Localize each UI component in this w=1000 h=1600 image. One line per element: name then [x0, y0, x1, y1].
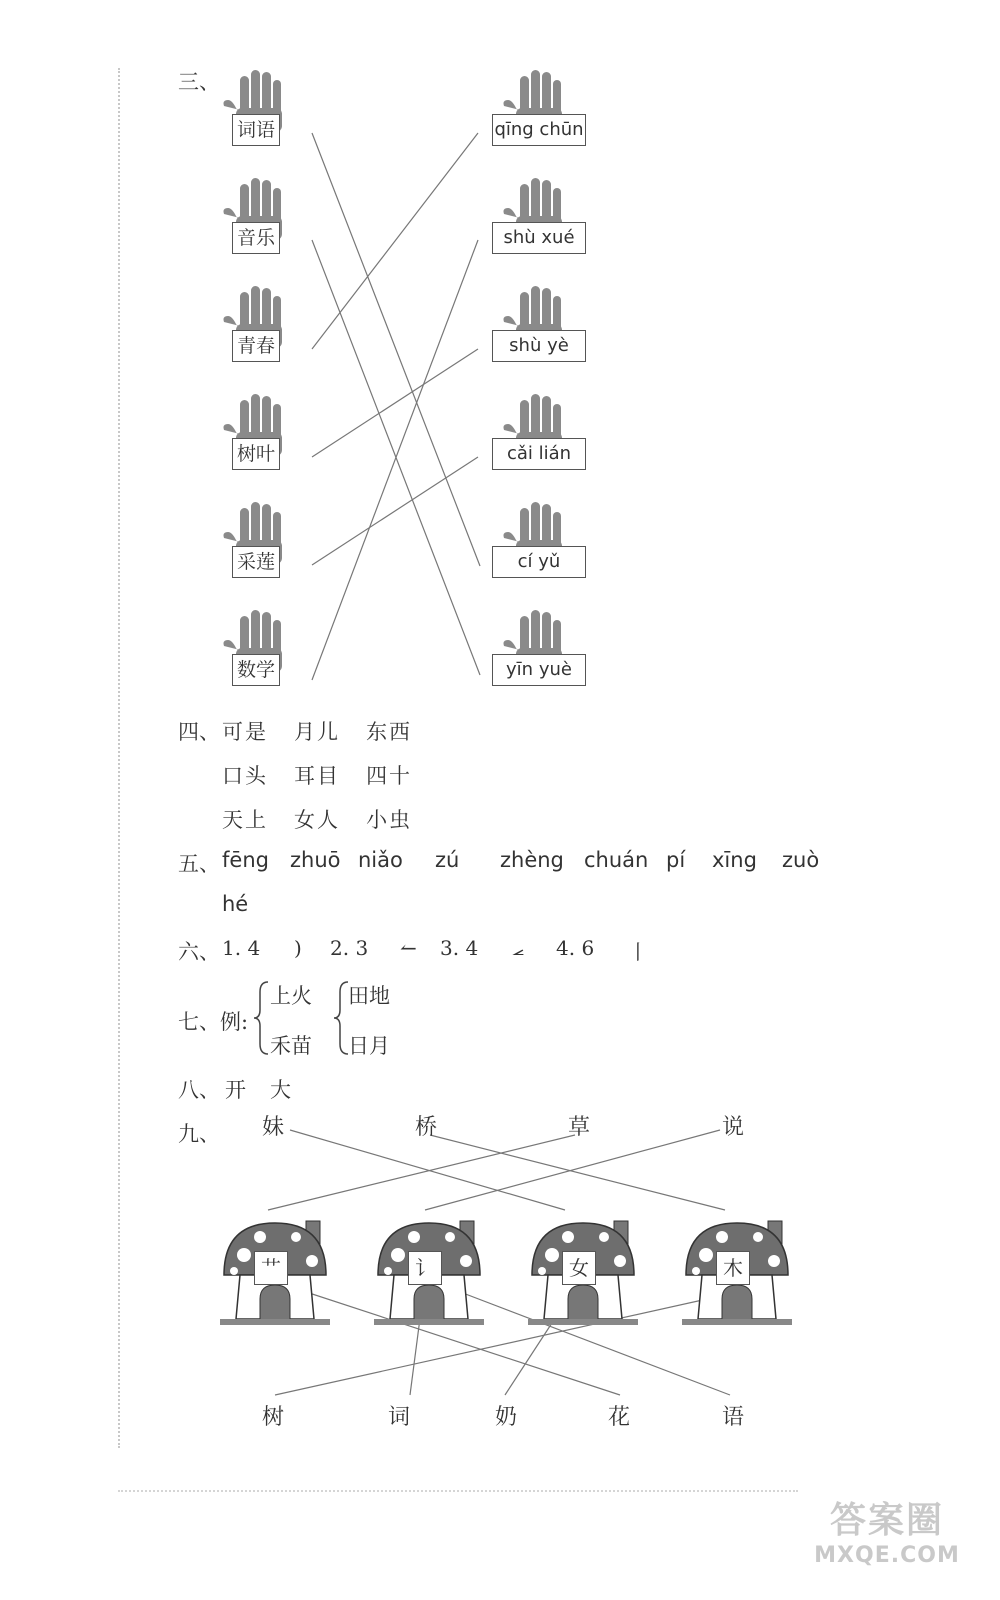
bottom-char-ci: 词	[388, 1405, 411, 1430]
left-word-box: 词语	[232, 114, 280, 146]
section-8-char-1: 开	[225, 1078, 246, 1102]
section-9-label: 九、	[178, 1122, 220, 1146]
top-char-shuo: 说	[722, 1115, 745, 1140]
word: 东西	[366, 720, 413, 744]
word: 可是	[222, 720, 268, 744]
section-6-item: ↼	[400, 936, 417, 960]
section-6-label: 六、	[178, 940, 220, 964]
watermark-bottom-text: MXQE.COM	[814, 1543, 960, 1568]
radical-box: 女	[562, 1251, 596, 1285]
section-6-item: 4. 6	[556, 936, 595, 960]
pinyin-syllable: chuán	[584, 848, 649, 872]
section-4-label: 四、	[178, 720, 220, 744]
radical-box: 木	[716, 1251, 750, 1285]
bottom-char-nai: 奶	[495, 1405, 518, 1430]
section-6-item: ⦟	[512, 936, 524, 960]
section-7-group-2-b: 日月	[348, 1034, 390, 1058]
match-line-cao	[268, 1135, 575, 1210]
section-7-group-1-b: 禾苗	[270, 1034, 312, 1058]
match-line-cailian	[312, 457, 478, 565]
word: 月儿	[294, 720, 341, 744]
top-char-cao: 草	[568, 1115, 591, 1140]
bottom-char-yu: 语	[722, 1405, 745, 1430]
section-7-group-2-a: 田地	[348, 984, 390, 1008]
top-char-qiao: 桥	[415, 1115, 438, 1140]
bottom-char-shu: 树	[262, 1405, 285, 1430]
left-word-box: 青春	[232, 330, 280, 362]
section-8-label: 八、	[178, 1078, 220, 1102]
match-line-shu	[275, 1295, 725, 1395]
left-word-box: 树叶	[232, 438, 280, 470]
section-6-item: 3. 4	[440, 936, 479, 960]
pinyin-syllable: zuò	[782, 848, 820, 872]
radical-box: 讠	[408, 1251, 442, 1285]
pinyin-syllable: pí	[666, 848, 686, 872]
radical-box: 艹	[254, 1251, 288, 1285]
section-6-item: 1. 4	[222, 936, 261, 960]
right-pinyin-box: cǎi lián	[492, 438, 586, 470]
match-line-mei	[290, 1130, 565, 1210]
word: 四十	[366, 764, 413, 788]
right-pinyin-box: qīng chūn	[492, 114, 586, 146]
mushroom-house	[528, 1215, 638, 1325]
bottom-char-hua: 花	[608, 1405, 631, 1430]
match-line-shuye	[312, 349, 478, 457]
mushroom-house	[682, 1215, 792, 1325]
word: 天上	[222, 808, 268, 832]
right-pinyin-box: yīn yuè	[492, 654, 586, 686]
pinyin-syllable: zhèng	[500, 848, 564, 872]
pinyin-syllable: zhuō	[290, 848, 341, 872]
section-7-group-1-a: 上火	[270, 984, 312, 1008]
section-5-label: 五、	[178, 852, 220, 876]
word: 耳目	[294, 764, 341, 788]
right-pinyin-box: shù yè	[492, 330, 586, 362]
word: 小虫	[366, 808, 413, 832]
watermark-top-text: 答案圈	[829, 1500, 944, 1541]
section-7-label: 七、例:	[178, 1010, 249, 1034]
section-5-pinyin-he: hé	[222, 892, 249, 916]
pinyin-syllable: fēng	[222, 848, 269, 872]
section-4-row-2	[222, 760, 412, 790]
right-pinyin-box: cí yǔ	[492, 546, 586, 578]
left-word-box: 音乐	[232, 222, 280, 254]
word: 女人	[294, 808, 341, 832]
match-line-qiao	[430, 1135, 725, 1210]
section-8-char-2: 大	[270, 1078, 291, 1102]
match-line-ciyu	[312, 133, 480, 566]
word: 口头	[222, 764, 268, 788]
brace-left-1	[252, 980, 272, 1056]
section-6-item: 丨	[628, 940, 648, 964]
mushroom-house	[220, 1215, 330, 1325]
pinyin-syllable: zú	[435, 848, 460, 872]
section-6-item: 2. 3	[330, 936, 369, 960]
section-4-row-3	[222, 804, 412, 834]
section-4-row-1	[222, 716, 412, 746]
mushroom-house	[374, 1215, 484, 1325]
footer-dotted-line	[118, 1490, 798, 1492]
pinyin-syllable: niǎo	[358, 848, 403, 872]
pinyin-syllable: xīng	[712, 848, 757, 872]
section-6-item: )	[294, 936, 302, 960]
right-pinyin-box: shù xué	[492, 222, 586, 254]
top-char-mei: 妹	[262, 1115, 285, 1140]
match-line-qingchun	[312, 133, 478, 349]
watermark-logo	[802, 1492, 972, 1572]
left-word-box: 采莲	[232, 546, 280, 578]
left-word-box: 数学	[232, 654, 280, 686]
section-3-label: 三、	[178, 70, 220, 94]
